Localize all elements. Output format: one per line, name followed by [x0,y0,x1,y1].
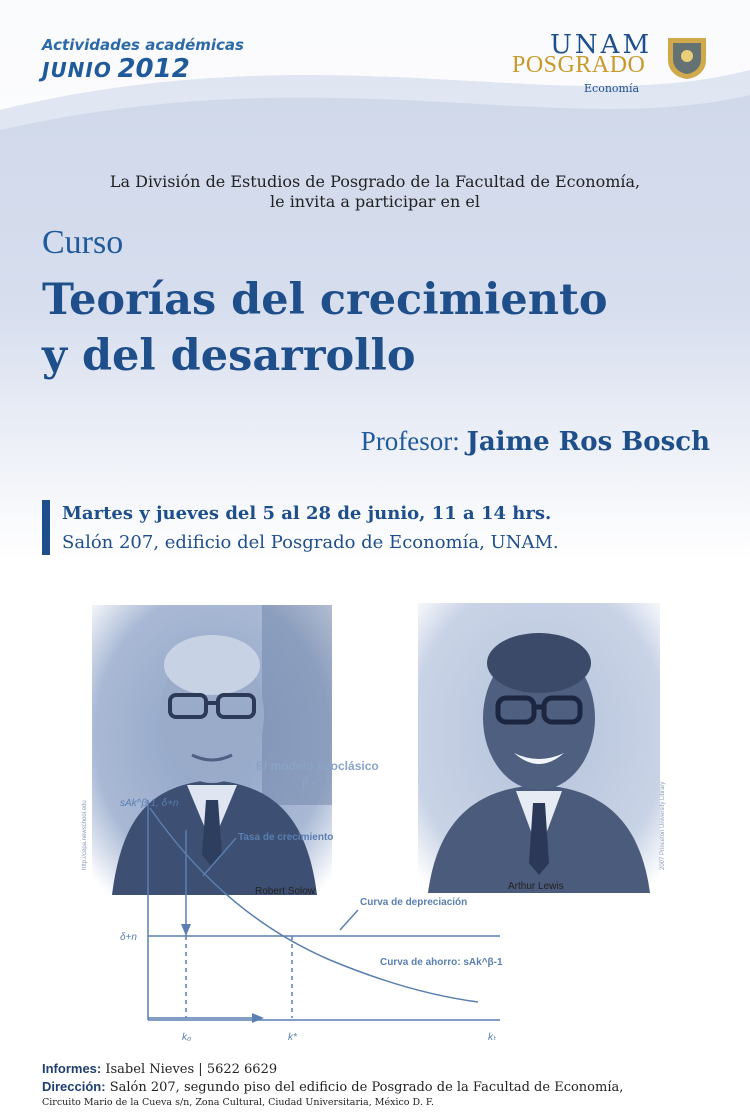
footer-informes [42,1061,277,1077]
kstar-label: k* [288,1032,297,1043]
footer-address: Circuito Mario de la Cueva s/n, Zona Cultural, Ciudad Universitaria, México D. F. [42,1097,434,1108]
growth-rate-label: Tasa de crecimiento [238,832,334,843]
course-title [42,272,742,384]
invite-line-2: le invita a participar en el [270,192,480,211]
diagram-y-label: sAk^β-1, δ+n [120,798,179,809]
logo-unam-text: UNAM [550,30,653,60]
schedule-where: Salón 207, edificio del Posgrado de Economía, UNAM. [62,532,559,553]
photo-credit-left: http://cepa.newschool.edu [82,800,88,870]
course-kind: Curso [42,224,124,261]
kt-label: kₜ [488,1032,496,1043]
growth-arrow-head [181,924,191,936]
footer-direccion [42,1079,623,1095]
photo-credit-right: 2007 Princeton University Library [660,781,666,870]
professor-line [361,426,710,457]
arthur-lewis-photo [418,603,660,893]
unam-shield-icon [664,34,710,80]
month-text: JUNIO [42,58,112,82]
informes-value: Isabel Nieves | 5622 6629 [105,1062,278,1077]
savings-curve-label: Curva de ahorro: sAk^β-1 [380,957,503,968]
diagram-title: El modelo neoclásico [256,759,379,773]
logo-posgrado-text: POSGRADO [512,52,646,78]
professor-label: Profesor: [360,426,460,456]
unam-posgrado-logo [512,30,712,100]
diagram-condition: β < 1 [302,776,330,790]
photo-caption-left: Robert Solow [255,886,316,897]
schedule-accent-bar [42,500,50,555]
course-title-line-1: Teorías del crecimiento [42,275,608,325]
logo-economia-text: Economía [584,82,640,95]
robert-solow-photo [92,605,332,895]
k0-label: k₀ [182,1032,192,1043]
activities-heading: Actividades académicas [42,36,244,54]
date-heading [42,54,190,84]
depreciation-label-pointer [340,910,358,930]
delta-n-label: δ+n [120,932,137,943]
invite-line-1: La División de Estudios de Posgrado de la Facultad de Economía, [109,172,641,191]
direccion-label: Dirección: [42,1079,106,1094]
informes-label: Informes: [42,1061,102,1076]
schedule-when: Martes y jueves del 5 al 28 de junio, 11 a 14 hrs. [62,503,552,524]
year-text: 2012 [117,54,190,84]
direccion-value: Salón 207, segundo piso del edificio de Posgrado de la Facultad de Economía, [109,1080,624,1095]
course-title-line-2: y del desarrollo [42,331,416,381]
professor-name: Jaime Ros Bosch [466,427,710,457]
photo-caption-right: Arthur Lewis [508,881,564,892]
depreciation-curve-label: Curva de depreciación [360,897,468,908]
convergence-arrow-head [252,1013,264,1023]
